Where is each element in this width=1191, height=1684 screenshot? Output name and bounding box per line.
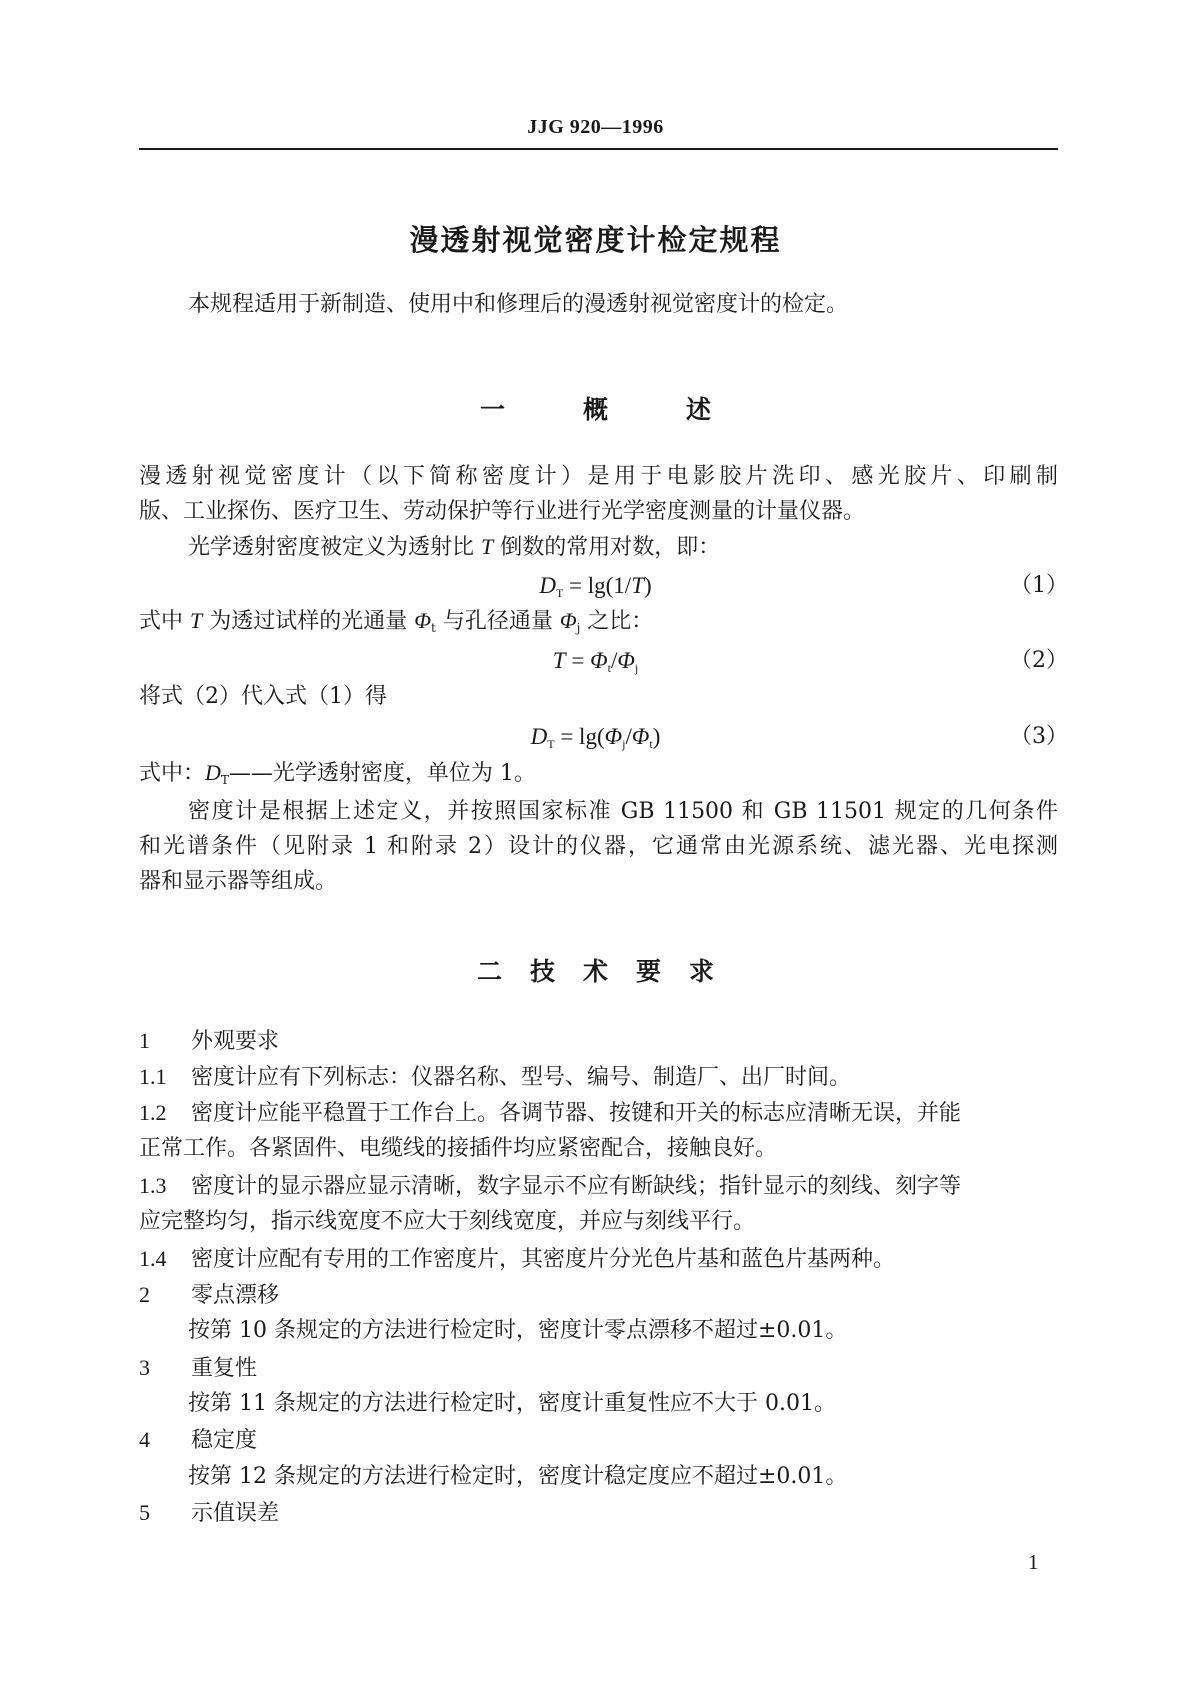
document-title: 漫透射视觉密度计检定规程 (409, 223, 782, 257)
standard-code-header: JJG 920—1996 (527, 116, 664, 138)
equation-1: $D_T = \lg(1/T)$ (539, 573, 652, 600)
item-4: 4 稳定度 (139, 1427, 258, 1453)
item-2: 2 零点漂移 (139, 1282, 280, 1308)
equation-3-number: （3） (1010, 724, 1068, 749)
header-rule (139, 148, 1058, 150)
section-1-char: 述 (686, 395, 712, 424)
item-4-body: 按第 12 条规定的方法进行检定时，密度计稳定度应不超过±0.01。 (188, 1464, 848, 1489)
overview-para1-line2: 版、工业探伤、医疗卫生、劳动保护等行业进行光学密度测量的计量仪器。 (139, 499, 866, 524)
equation-1-number: （1） (1010, 573, 1068, 598)
overview-para1-line1: 漫透射视觉密度计（以下简称密度计）是用于电影胶片洗印、感光胶片、印刷制 (139, 464, 1058, 489)
section-2-char: 要 (636, 957, 662, 986)
item-1-4: 1.4 密度计应配有专用的工作密度片，其密度片分光色片基和蓝色片基两种。 (139, 1246, 896, 1272)
section-1-char: 概 (582, 395, 608, 424)
item-1-3-cont: 应完整均匀，指示线宽度不应大于刻线宽度，并应与刻线平行。 (139, 1209, 756, 1234)
item-3-body: 按第 11 条规定的方法进行检定时，密度计重复性应不大于 0.01。 (188, 1391, 836, 1416)
instrument-para-line1: 密度计是根据上述定义，并按照国家标准 GB 11500 和 GB 11501 规定的几何条件 (188, 799, 1058, 824)
item-3: 3 重复性 (139, 1355, 258, 1381)
item-1: 1 外观要求 (139, 1028, 280, 1054)
equation-3: $D_T = \lg(\Phi_j/\Phi_t)$ (530, 724, 661, 751)
section-2-char: 二 (476, 957, 502, 986)
definition-line: 光学透射密度被定义为透射比 T 倒数的常用对数，即： (188, 534, 721, 560)
equation-2-number: （2） (1010, 648, 1068, 673)
intro-paragraph: 本规程适用于新制造、使用中和修理后的漫透射视觉密度计的检定。 (188, 292, 849, 317)
instrument-para-line3: 器和显示器等组成。 (139, 869, 338, 894)
section-1-heading (0, 390, 1191, 426)
item-1-3: 1.3 密度计的显示器应显示清晰，数字显示不应有断缺线；指针显示的刻线、刻字等 (139, 1173, 962, 1199)
instrument-para-line2: 和光谱条件（见附录 1 和附录 2）设计的仪器，它通常由光源系统、滤光器、光电探测 (139, 834, 1058, 859)
section-2-char: 技 (529, 957, 555, 986)
item-5: 5 示值误差 (139, 1500, 280, 1526)
section-2-char: 求 (689, 957, 715, 986)
where-line-3: 式中：$D_T——$光学透射密度，单位为 1。 (139, 760, 536, 787)
item-1-2: 1.2 密度计应能平稳置于工作台上。各调节器、按键和开关的标志应清晰无误，并能 (139, 1100, 962, 1126)
equation-2: $T = \Phi_t/\Phi_j$ (552, 648, 639, 675)
section-2-heading (0, 952, 1191, 988)
item-2-body: 按第 10 条规定的方法进行检定时，密度计零点漂移不超过±0.01。 (188, 1318, 848, 1343)
where-line-1: 式中 T 为透过试样的光通量 $\Phi_t$ 与孔径通量 $\Phi_j$ 之比： (139, 608, 654, 635)
section-1-char: 一 (479, 395, 505, 424)
section-2-char: 术 (582, 957, 608, 986)
page-number: 1 (1028, 1550, 1039, 1574)
substitute-line: 将式（2）代入式（1）得 (139, 684, 387, 709)
item-1-2-cont: 正常工作。各紧固件、电缆线的接插件均应紧密配合，接触良好。 (139, 1136, 778, 1161)
item-1-1: 1.1 密度计应有下列标志：仪器名称、型号、编号、制造厂、出厂时间。 (139, 1064, 852, 1090)
